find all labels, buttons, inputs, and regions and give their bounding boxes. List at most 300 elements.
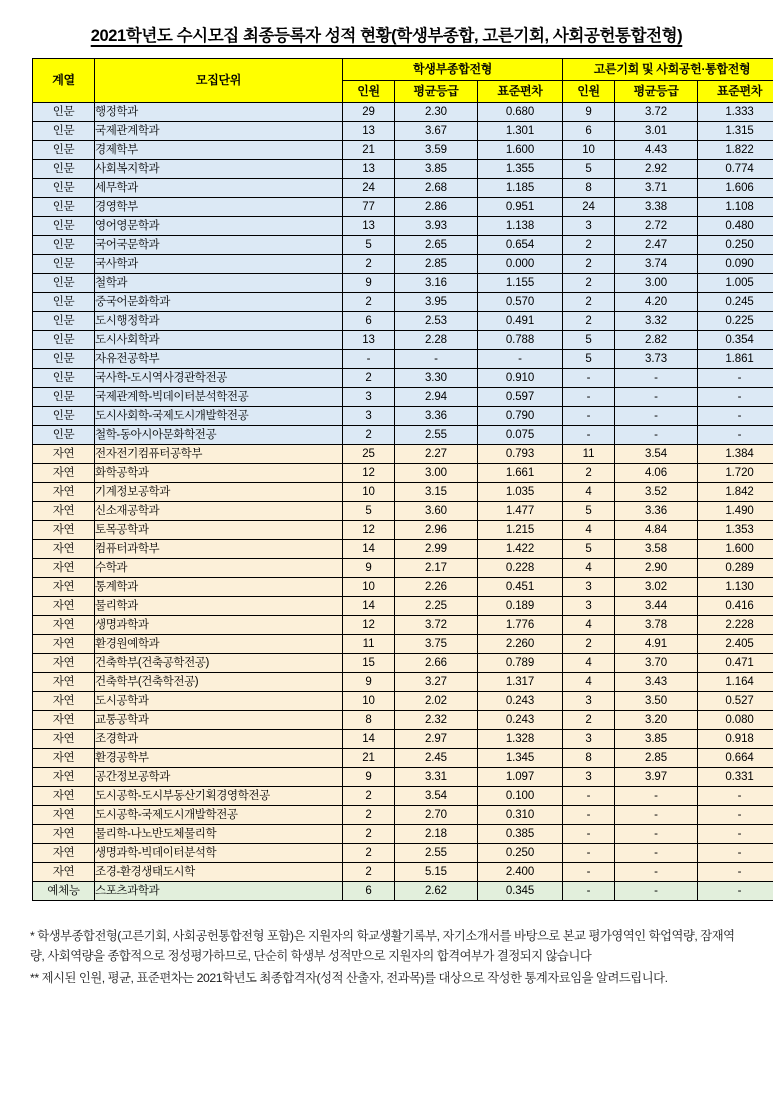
table-row (33, 559, 773, 578)
cell-count-2: 5 (563, 540, 615, 559)
cell-stdev-1: 0.910 (478, 369, 563, 388)
cell-stdev-1: 0.250 (478, 844, 563, 863)
cell-unit: 스포츠과학과 (95, 882, 343, 901)
cell-unit: 사회복지학과 (95, 160, 343, 179)
cell-average-1: 2.68 (395, 179, 478, 198)
cell-unit: 중국어문화학과 (95, 293, 343, 312)
cell-stdev-1: 2.260 (478, 635, 563, 654)
cell-category: 자연 (33, 749, 95, 768)
cell-unit: 경영학부 (95, 198, 343, 217)
header-category: 계열 (33, 59, 95, 103)
cell-stdev-2: - (698, 806, 773, 825)
cell-count-2: - (563, 407, 615, 426)
cell-average-2: 3.70 (615, 654, 698, 673)
cell-stdev-1: - (478, 350, 563, 369)
cell-unit: 환경원예학과 (95, 635, 343, 654)
table-row (33, 217, 773, 236)
cell-stdev-2: - (698, 863, 773, 882)
cell-category: 자연 (33, 502, 95, 521)
cell-stdev-1: 1.317 (478, 673, 563, 692)
cell-unit: 물리학-나노반도체물리학 (95, 825, 343, 844)
cell-stdev-2: 0.664 (698, 749, 773, 768)
cell-average-1: - (395, 350, 478, 369)
cell-count-1: 6 (343, 312, 395, 331)
cell-category: 인문 (33, 407, 95, 426)
cell-count-2: 2 (563, 293, 615, 312)
cell-average-1: 3.95 (395, 293, 478, 312)
cell-average-2: 3.36 (615, 502, 698, 521)
table-row (33, 407, 773, 426)
cell-category: 인문 (33, 198, 95, 217)
cell-average-1: 3.27 (395, 673, 478, 692)
cell-count-1: 9 (343, 274, 395, 293)
table-row (33, 863, 773, 882)
cell-count-2: 4 (563, 654, 615, 673)
cell-category: 예체능 (33, 882, 95, 901)
cell-count-2: - (563, 369, 615, 388)
table-row (33, 312, 773, 331)
cell-count-1: 2 (343, 369, 395, 388)
cell-category: 인문 (33, 122, 95, 141)
cell-average-2: 3.54 (615, 445, 698, 464)
cell-count-2: 11 (563, 445, 615, 464)
cell-unit: 건축학부(건축학전공) (95, 673, 343, 692)
cell-category: 자연 (33, 654, 95, 673)
header-average-1: 평균등급 (395, 81, 478, 103)
cell-unit: 도시사회학-국제도시개발학전공 (95, 407, 343, 426)
cell-stdev-2: 0.250 (698, 236, 773, 255)
cell-count-1: 2 (343, 787, 395, 806)
header-unit: 모집단위 (95, 59, 343, 103)
table-row (33, 787, 773, 806)
cell-stdev-1: 0.385 (478, 825, 563, 844)
cell-count-2: - (563, 426, 615, 445)
cell-count-1: 10 (343, 692, 395, 711)
cell-category: 인문 (33, 103, 95, 122)
cell-unit: 통계학과 (95, 578, 343, 597)
cell-count-2: 3 (563, 768, 615, 787)
table-row (33, 749, 773, 768)
cell-average-2: 2.82 (615, 331, 698, 350)
cell-count-2: - (563, 863, 615, 882)
cell-unit: 도시공학-국제도시개발학전공 (95, 806, 343, 825)
cell-unit: 조경학과 (95, 730, 343, 749)
cell-stdev-1: 0.189 (478, 597, 563, 616)
cell-count-2: 6 (563, 122, 615, 141)
cell-unit: 조경-환경생태도시학 (95, 863, 343, 882)
cell-stdev-2: 2.228 (698, 616, 773, 635)
cell-category: 인문 (33, 274, 95, 293)
cell-average-1: 2.94 (395, 388, 478, 407)
table-container (0, 58, 773, 901)
cell-category: 자연 (33, 863, 95, 882)
cell-category: 자연 (33, 673, 95, 692)
cell-count-1: 6 (343, 882, 395, 901)
cell-average-2: 2.47 (615, 236, 698, 255)
cell-stdev-1: 1.035 (478, 483, 563, 502)
cell-category: 자연 (33, 711, 95, 730)
cell-count-1: 10 (343, 578, 395, 597)
table-row (33, 426, 773, 445)
cell-stdev-2: 1.600 (698, 540, 773, 559)
cell-average-2: 4.43 (615, 141, 698, 160)
cell-average-1: 3.59 (395, 141, 478, 160)
cell-count-1: 9 (343, 673, 395, 692)
cell-unit: 도시공학과 (95, 692, 343, 711)
cell-unit: 도시사회학과 (95, 331, 343, 350)
cell-average-1: 3.67 (395, 122, 478, 141)
cell-count-2: - (563, 844, 615, 863)
cell-count-2: 2 (563, 635, 615, 654)
cell-count-1: 13 (343, 122, 395, 141)
cell-average-2: 3.38 (615, 198, 698, 217)
cell-average-2: 3.58 (615, 540, 698, 559)
cell-unit: 교통공학과 (95, 711, 343, 730)
cell-average-2: 2.92 (615, 160, 698, 179)
cell-average-2: 3.72 (615, 103, 698, 122)
cell-average-1: 2.32 (395, 711, 478, 730)
cell-average-2: 2.90 (615, 559, 698, 578)
cell-stdev-2: 0.090 (698, 255, 773, 274)
cell-count-1: 9 (343, 559, 395, 578)
cell-count-1: 13 (343, 331, 395, 350)
cell-count-2: 2 (563, 255, 615, 274)
cell-unit: 국제관계학-빅데이터분석학전공 (95, 388, 343, 407)
cell-stdev-2: 0.416 (698, 597, 773, 616)
cell-average-1: 2.17 (395, 559, 478, 578)
table-row (33, 464, 773, 483)
cell-average-1: 2.62 (395, 882, 478, 901)
table-row (33, 331, 773, 350)
cell-count-2: 4 (563, 521, 615, 540)
cell-average-1: 2.65 (395, 236, 478, 255)
table-row (33, 236, 773, 255)
cell-stdev-2: 1.720 (698, 464, 773, 483)
table-row (33, 122, 773, 141)
cell-count-1: 14 (343, 540, 395, 559)
cell-unit: 국어국문학과 (95, 236, 343, 255)
cell-count-1: 10 (343, 483, 395, 502)
cell-stdev-1: 0.000 (478, 255, 563, 274)
cell-count-1: 14 (343, 597, 395, 616)
cell-unit: 경제학부 (95, 141, 343, 160)
header-average-2: 평균등급 (615, 81, 698, 103)
cell-count-2: - (563, 806, 615, 825)
cell-count-2: 4 (563, 616, 615, 635)
table-row (33, 540, 773, 559)
cell-stdev-1: 0.793 (478, 445, 563, 464)
cell-stdev-1: 0.228 (478, 559, 563, 578)
cell-stdev-2: 0.225 (698, 312, 773, 331)
cell-category: 자연 (33, 635, 95, 654)
cell-average-2: - (615, 825, 698, 844)
table-row (33, 483, 773, 502)
footnote-1: * 학생부종합전형(고른기회, 사회공헌통합전형 포함)은 지원자의 학교생활기록부, 자기소개서를 바탕으로 본교 평가영역인 학업역량, 잠재역량, 사회역량을 종합적으로 정성평가하므로, 단순히 학생부 성적만으로 지원자의 합격여부가 결정되지 않습니다 (30, 929, 735, 963)
cell-average-1: 2.85 (395, 255, 478, 274)
cell-stdev-1: 0.951 (478, 198, 563, 217)
cell-count-2: 3 (563, 217, 615, 236)
cell-average-2: - (615, 806, 698, 825)
cell-category: 자연 (33, 464, 95, 483)
cell-unit: 도시공학-도시부동산기획경영학전공 (95, 787, 343, 806)
cell-unit: 공간정보공학과 (95, 768, 343, 787)
cell-count-1: 3 (343, 388, 395, 407)
cell-average-2: 3.43 (615, 673, 698, 692)
cell-average-2: 2.72 (615, 217, 698, 236)
cell-average-1: 3.93 (395, 217, 478, 236)
cell-count-1: 8 (343, 711, 395, 730)
cell-average-2: 3.74 (615, 255, 698, 274)
table-row (33, 445, 773, 464)
cell-category: 인문 (33, 312, 95, 331)
cell-average-2: 4.91 (615, 635, 698, 654)
cell-average-2: 3.20 (615, 711, 698, 730)
cell-stdev-1: 2.400 (478, 863, 563, 882)
cell-category: 인문 (33, 350, 95, 369)
cell-count-2: 2 (563, 274, 615, 293)
cell-count-1: 2 (343, 426, 395, 445)
cell-stdev-1: 1.097 (478, 768, 563, 787)
cell-stdev-2: 1.861 (698, 350, 773, 369)
cell-count-1: 13 (343, 217, 395, 236)
table-row (33, 692, 773, 711)
cell-average-1: 2.66 (395, 654, 478, 673)
table-header (33, 59, 773, 103)
cell-category: 자연 (33, 806, 95, 825)
cell-average-1: 5.15 (395, 863, 478, 882)
cell-category: 자연 (33, 768, 95, 787)
cell-category: 인문 (33, 331, 95, 350)
cell-stdev-1: 1.328 (478, 730, 563, 749)
cell-unit: 국사학-도시역사경관학전공 (95, 369, 343, 388)
cell-stdev-1: 0.788 (478, 331, 563, 350)
cell-category: 인문 (33, 369, 95, 388)
cell-unit: 자유전공학부 (95, 350, 343, 369)
cell-unit: 물리학과 (95, 597, 343, 616)
cell-average-2: 4.20 (615, 293, 698, 312)
cell-stdev-2: 1.164 (698, 673, 773, 692)
cell-stdev-2: 1.822 (698, 141, 773, 160)
cell-average-2: 3.85 (615, 730, 698, 749)
cell-count-1: 12 (343, 616, 395, 635)
cell-count-1: 2 (343, 844, 395, 863)
cell-average-2: 4.06 (615, 464, 698, 483)
cell-unit: 영어영문학과 (95, 217, 343, 236)
cell-average-2: 3.71 (615, 179, 698, 198)
cell-category: 인문 (33, 293, 95, 312)
cell-category: 인문 (33, 141, 95, 160)
table-row (33, 654, 773, 673)
footnotes (0, 901, 773, 989)
cell-count-1: 2 (343, 863, 395, 882)
cell-average-1: 3.16 (395, 274, 478, 293)
cell-average-2: 3.50 (615, 692, 698, 711)
cell-unit: 전자전기컴퓨터공학부 (95, 445, 343, 464)
cell-stdev-2: - (698, 825, 773, 844)
cell-category: 자연 (33, 540, 95, 559)
cell-stdev-2: 0.289 (698, 559, 773, 578)
cell-average-1: 3.75 (395, 635, 478, 654)
cell-average-1: 3.30 (395, 369, 478, 388)
cell-stdev-1: 0.491 (478, 312, 563, 331)
grades-table (32, 58, 773, 901)
cell-average-2: 3.01 (615, 122, 698, 141)
cell-stdev-2: 0.471 (698, 654, 773, 673)
cell-stdev-1: 0.243 (478, 692, 563, 711)
cell-category: 자연 (33, 825, 95, 844)
title-container (0, 0, 773, 58)
cell-unit: 건축학부(건축공학전공) (95, 654, 343, 673)
cell-average-1: 2.28 (395, 331, 478, 350)
table-body (33, 103, 773, 901)
cell-count-2: 5 (563, 350, 615, 369)
table-row (33, 711, 773, 730)
cell-category: 자연 (33, 616, 95, 635)
cell-average-2: - (615, 787, 698, 806)
cell-count-2: 8 (563, 749, 615, 768)
cell-unit: 생명과학과 (95, 616, 343, 635)
cell-count-1: 15 (343, 654, 395, 673)
cell-count-1: 13 (343, 160, 395, 179)
cell-stdev-2: 1.315 (698, 122, 773, 141)
cell-category: 인문 (33, 179, 95, 198)
cell-unit: 컴퓨터과학부 (95, 540, 343, 559)
cell-stdev-2: - (698, 407, 773, 426)
cell-stdev-1: 0.451 (478, 578, 563, 597)
cell-count-1: 12 (343, 464, 395, 483)
header-count-2: 인원 (563, 81, 615, 103)
cell-average-1: 2.70 (395, 806, 478, 825)
cell-stdev-2: 0.080 (698, 711, 773, 730)
cell-average-2: 3.32 (615, 312, 698, 331)
table-row (33, 274, 773, 293)
table-row (33, 616, 773, 635)
cell-average-2: 3.78 (615, 616, 698, 635)
table-row (33, 103, 773, 122)
cell-unit: 도시행정학과 (95, 312, 343, 331)
cell-stdev-2: 1.005 (698, 274, 773, 293)
table-row (33, 293, 773, 312)
cell-average-2: 2.85 (615, 749, 698, 768)
cell-stdev-2: 0.527 (698, 692, 773, 711)
cell-stdev-2: 1.384 (698, 445, 773, 464)
cell-stdev-2: 0.918 (698, 730, 773, 749)
cell-stdev-1: 1.477 (478, 502, 563, 521)
cell-average-1: 2.45 (395, 749, 478, 768)
cell-category: 인문 (33, 236, 95, 255)
cell-average-2: 3.52 (615, 483, 698, 502)
cell-count-2: - (563, 882, 615, 901)
cell-stdev-2: - (698, 426, 773, 445)
cell-category: 자연 (33, 844, 95, 863)
table-row (33, 502, 773, 521)
cell-stdev-2: - (698, 882, 773, 901)
cell-category: 자연 (33, 730, 95, 749)
cell-unit: 행정학과 (95, 103, 343, 122)
cell-stdev-1: 0.243 (478, 711, 563, 730)
cell-count-2: 2 (563, 464, 615, 483)
cell-average-2: - (615, 426, 698, 445)
cell-average-1: 2.86 (395, 198, 478, 217)
cell-average-1: 2.99 (395, 540, 478, 559)
header-group-equal-opportunity: 고른기회 및 사회공헌·통합전형 (563, 59, 773, 81)
cell-average-1: 3.72 (395, 616, 478, 635)
cell-category: 자연 (33, 521, 95, 540)
cell-stdev-1: 1.355 (478, 160, 563, 179)
cell-stdev-2: 1.333 (698, 103, 773, 122)
cell-count-2: 24 (563, 198, 615, 217)
cell-category: 자연 (33, 597, 95, 616)
cell-count-2: 3 (563, 730, 615, 749)
cell-stdev-1: 1.215 (478, 521, 563, 540)
table-row (33, 388, 773, 407)
cell-count-1: 5 (343, 502, 395, 521)
cell-stdev-1: 1.422 (478, 540, 563, 559)
cell-stdev-1: 1.600 (478, 141, 563, 160)
cell-count-1: 2 (343, 825, 395, 844)
cell-count-2: 9 (563, 103, 615, 122)
cell-count-2: 3 (563, 578, 615, 597)
table-row (33, 141, 773, 160)
cell-category: 자연 (33, 559, 95, 578)
cell-stdev-1: 0.100 (478, 787, 563, 806)
header-count-1: 인원 (343, 81, 395, 103)
cell-category: 자연 (33, 692, 95, 711)
footnote-2: ** 제시된 인원, 평균, 표준편차는 2021학년도 최종합격자(성적 산출자, 전과목)를 대상으로 작성한 통계자료임을 알려드립니다. (30, 970, 668, 985)
cell-unit: 기계정보공학과 (95, 483, 343, 502)
cell-average-1: 2.96 (395, 521, 478, 540)
cell-count-1: - (343, 350, 395, 369)
cell-stdev-2: 2.405 (698, 635, 773, 654)
table-row (33, 160, 773, 179)
cell-average-1: 2.97 (395, 730, 478, 749)
cell-average-1: 2.30 (395, 103, 478, 122)
cell-average-1: 3.54 (395, 787, 478, 806)
cell-unit: 국사학과 (95, 255, 343, 274)
header-stdev-1: 표준편차 (478, 81, 563, 103)
cell-count-1: 2 (343, 293, 395, 312)
table-row (33, 369, 773, 388)
cell-stdev-2: 1.606 (698, 179, 773, 198)
cell-category: 인문 (33, 160, 95, 179)
cell-stdev-2: - (698, 388, 773, 407)
cell-stdev-1: 1.661 (478, 464, 563, 483)
cell-average-1: 2.27 (395, 445, 478, 464)
cell-stdev-2: 0.354 (698, 331, 773, 350)
cell-count-1: 29 (343, 103, 395, 122)
cell-stdev-1: 0.680 (478, 103, 563, 122)
cell-unit: 화학공학과 (95, 464, 343, 483)
cell-stdev-2: - (698, 369, 773, 388)
cell-count-2: 8 (563, 179, 615, 198)
cell-count-1: 3 (343, 407, 395, 426)
cell-average-1: 2.18 (395, 825, 478, 844)
cell-average-2: 3.44 (615, 597, 698, 616)
cell-count-1: 5 (343, 236, 395, 255)
cell-average-2: - (615, 863, 698, 882)
cell-count-1: 11 (343, 635, 395, 654)
header-row-top (33, 59, 773, 81)
cell-stdev-1: 1.301 (478, 122, 563, 141)
cell-count-1: 9 (343, 768, 395, 787)
cell-unit: 수학과 (95, 559, 343, 578)
table-row (33, 578, 773, 597)
cell-stdev-2: 0.480 (698, 217, 773, 236)
cell-count-1: 2 (343, 255, 395, 274)
cell-stdev-1: 1.776 (478, 616, 563, 635)
cell-average-1: 2.26 (395, 578, 478, 597)
cell-count-1: 12 (343, 521, 395, 540)
